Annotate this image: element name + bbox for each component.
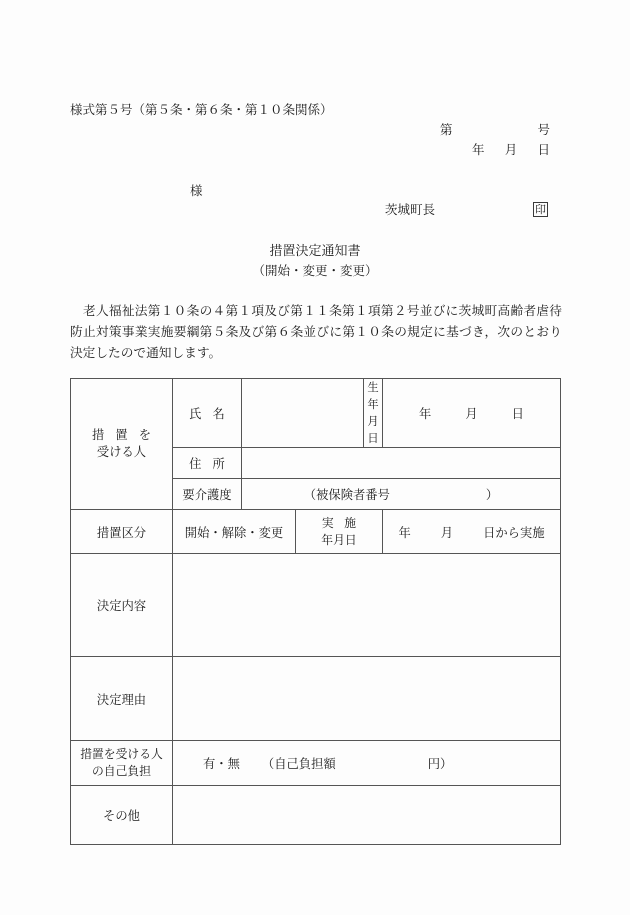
document-serial-line <box>440 120 550 138</box>
birth-day-label: 日 <box>511 407 524 421</box>
name-label: 氏名 <box>189 407 236 421</box>
table-row-other <box>71 786 561 845</box>
implement-label-line1: 実施 <box>321 515 367 530</box>
self-burden-amount-close-label: 円） <box>427 757 453 771</box>
address-label: 住所 <box>189 457 236 471</box>
address-value-cell[interactable] <box>242 448 561 479</box>
self-burden-group <box>177 754 556 772</box>
birth-date-cell[interactable] <box>383 379 561 448</box>
birth-label-line1: 生年 <box>367 381 379 411</box>
implement-date-cell[interactable] <box>383 510 561 554</box>
self-burden-label-cell <box>71 741 173 786</box>
decision-content-value-cell[interactable] <box>173 554 561 657</box>
implement-year-label: 年 <box>398 525 411 540</box>
table-row-decision-reason <box>71 657 561 741</box>
measure-category-label-cell <box>71 510 173 554</box>
name-label-cell <box>173 379 242 448</box>
decision-table <box>70 378 561 845</box>
birth-year-label: 年 <box>419 407 432 421</box>
recipient-label-line2: 受ける人 <box>96 445 147 459</box>
decision-reason-value-cell[interactable] <box>173 657 561 741</box>
implement-date-slots <box>387 523 556 541</box>
measure-category-label: 措置区分 <box>96 525 147 540</box>
self-burden-label-line2: の自己負担 <box>92 764 151 778</box>
implement-date-label-cell <box>296 510 383 554</box>
date-year-label: 年 <box>472 142 485 157</box>
self-burden-amount-open-label: （自己負担額 <box>261 757 336 771</box>
self-burden-options: 有・無 <box>203 757 240 771</box>
table-row-self-burden <box>71 741 561 786</box>
self-burden-label-line1: 措置を受ける人 <box>80 747 163 761</box>
issuer-row <box>385 200 548 218</box>
care-level-label: 要介護度 <box>182 488 232 502</box>
seal-stamp-icon: 印 <box>535 202 546 216</box>
decision-content-label: 決定内容 <box>96 599 147 613</box>
measure-category-options-cell[interactable] <box>173 510 296 554</box>
decision-content-label-cell <box>71 554 173 657</box>
date-month-label: 月 <box>504 142 518 157</box>
birth-label-cell <box>364 379 383 448</box>
other-value-cell[interactable] <box>173 786 561 845</box>
page-title: 措置決定通知書 <box>269 244 361 259</box>
implement-month-label: 月 <box>440 525 454 540</box>
self-burden-value-cell[interactable] <box>173 741 561 786</box>
insured-number-open-label: （被保険者番号 <box>303 488 390 502</box>
recipient-label-line1: 措置を <box>91 428 163 442</box>
address-label-cell <box>173 448 242 479</box>
care-level-label-cell <box>173 479 242 510</box>
other-label: その他 <box>103 809 140 823</box>
birth-month-label: 月 <box>465 407 478 421</box>
addressee-honorific: 様 <box>190 183 203 198</box>
table-row-measure-category <box>71 510 561 554</box>
serial-suffix-label: 号 <box>537 122 550 137</box>
page-subtitle: （開始・変更・変更） <box>252 263 378 278</box>
insured-number-close-label: ） <box>485 488 499 502</box>
recipient-label-cell <box>71 379 173 510</box>
insured-number-group <box>246 485 556 503</box>
document-date-line <box>472 140 550 158</box>
table-row-decision-content <box>71 554 561 657</box>
table-row-name <box>71 379 561 448</box>
other-label-cell <box>71 786 173 845</box>
implement-day-suffix-label: 日から実施 <box>483 525 545 540</box>
serial-prefix-label: 第 <box>440 122 453 137</box>
measure-category-options: 開始・解除・変更 <box>184 525 284 540</box>
implement-label-line2: 年月日 <box>321 532 357 547</box>
birth-label-line2: 月日 <box>367 415 379 445</box>
legal-basis-paragraph: 老人福祉法第１０条の４第１項及び第１１条第１項第２号並びに茨城町高齢者虐待防止対策事業実施要綱第５条及び第６条並びに第１０条の規定に基づき，次のとおり決定したので通知します。 <box>70 303 562 360</box>
form-number: 様式第５号（第５条・第６条・第１０条関係） <box>70 102 333 117</box>
decision-reason-label-cell <box>71 657 173 741</box>
self-burden-amount-group <box>262 754 452 772</box>
decision-reason-label: 決定理由 <box>96 692 147 707</box>
date-day-label: 日 <box>537 142 550 157</box>
issuer-name: 茨城町長 <box>385 202 436 217</box>
birth-date-slots <box>387 404 556 422</box>
insured-number-cell[interactable] <box>242 479 561 510</box>
name-value-cell[interactable] <box>242 379 364 448</box>
